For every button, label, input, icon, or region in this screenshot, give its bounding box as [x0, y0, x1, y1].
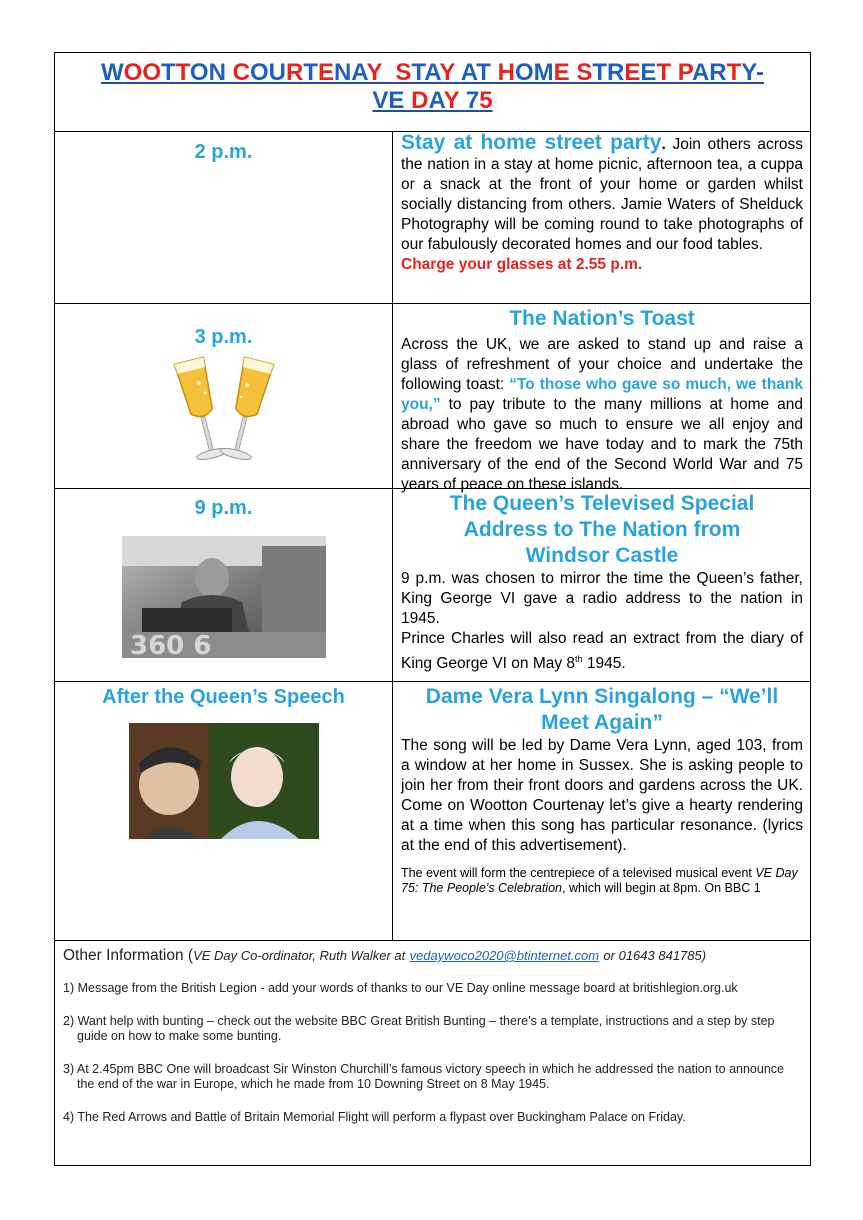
title-letters: AT — [460, 59, 498, 86]
queens-address-heading: The Queen’s Televised Special Address to The Nation from Windsor Castle — [449, 492, 755, 567]
title-letters: TR — [592, 59, 625, 86]
title-letters: S — [395, 59, 412, 86]
title-letters: OO — [123, 59, 162, 86]
vera-lynn-heading: Dame Vera Lynn Singalong – “We’ll Meet Again” — [425, 685, 779, 734]
queen-ats-photo — [122, 536, 326, 658]
title-line-2 — [372, 87, 492, 114]
title-letters: ON — [189, 59, 233, 86]
champagne-glasses-icon — [169, 353, 279, 469]
title-letters: H — [497, 59, 515, 86]
title-letters: T — [726, 59, 742, 86]
row-after-speech — [55, 682, 810, 941]
info-header: Other Information (VE Day Co-ordinator, Ruth Walker at vedaywoco2020@btinternet.com or 01643 841785) — [63, 947, 707, 964]
title-letters: C — [232, 59, 250, 86]
nations-toast-text: Across the UK, we are asked to stand up and raise a glass of refreshment of your choice and undertake the following toast: “To those who gave so much, we thank you,” to pay tribute to the many millions at home and abroad who gave so much to ensure we all enjoy and share the freedom we have today and to mark the 75th anniversary of the end of the Second World War and 75 years of peace on these islands. — [401, 336, 803, 493]
peoples-celebration-note: The event will form the centrepiece of a televised musical event VE Day 75: The People’s Celebration, which will begin at 8pm. On BBC 1 — [401, 866, 798, 895]
title-letters: T — [303, 59, 318, 86]
time-label: 9 p.m. — [194, 497, 253, 519]
info-item: 1) Message from the British Legion - add your words of thanks to our VE Day online message board at britishlegion.org.uk — [63, 981, 738, 995]
info-item: 2) Want help with bunting – check out the website BBC Great British Bunting – there’s a template, instructions and a step by step guide on how to make some bunting. — [63, 1014, 775, 1043]
title-letters: D — [411, 87, 429, 114]
title-letters: A — [428, 87, 444, 114]
title-letters: Y — [443, 87, 466, 114]
nations-toast-heading: The Nation’s Toast — [509, 307, 695, 330]
row-3pm — [55, 304, 810, 493]
title-letters: TA — [411, 59, 440, 86]
time-label: 3 p.m. — [194, 326, 253, 348]
time-label: 2 p.m. — [194, 141, 253, 163]
title-letters: E — [624, 59, 641, 86]
photo-number: 360 6 — [129, 631, 211, 658]
title-letters: W — [101, 59, 124, 86]
row-9pm-time-cell — [55, 489, 393, 681]
row-after-speech-content — [393, 682, 810, 940]
vera-lynn-text: The song will be led by Dame Vera Lynn, aged 103, from a window at her home in Sussex. She is asking people to join her from their front doors and gardens across the UK. Come on Wootton Courtenay let’s give a hearty rendering at a time when this song has particular resonance. (lyrics at the end of this advertisement). — [401, 737, 803, 854]
title-letters: E — [640, 59, 657, 86]
title-letters: NA — [333, 59, 367, 86]
row-9pm — [55, 489, 810, 682]
queens-address-text-1: 9 p.m. was chosen to mirror the time the Queen’s father, King George VI gave a radio address to the nation in 1945. — [401, 570, 803, 627]
title-letters: Y — [366, 59, 396, 86]
street-party-heading: Stay at home street party — [401, 131, 662, 154]
title-letters: T — [656, 59, 678, 86]
title-letters: AR — [691, 59, 727, 86]
poster-title — [55, 59, 810, 115]
vera-lynn-photo — [129, 723, 319, 839]
time-label: After the Queen’s Speech — [102, 686, 345, 708]
title-letters: 7 — [465, 87, 480, 114]
title-letters: E — [553, 59, 577, 86]
row-3pm-content — [393, 304, 810, 493]
row-after-speech-time-cell — [55, 682, 393, 940]
coordinator-email-link[interactable]: vedaywoco2020@btinternet.com — [409, 948, 600, 963]
info-item: 3) At 2.45pm BBC One will broadcast Sir Winston Churchill’s famous victory speech in which he addressed the nation to announce the end of the war in Europe, which he made from 10 Downing Street on 8 May 1945. — [63, 1062, 784, 1091]
charge-glasses-note: Charge your glasses at 2.55 p.m. — [401, 256, 643, 273]
info-item: 4) The Red Arrows and Battle of Britain Memorial Flight will perform a flypast over Buckingham Palace on Friday. — [63, 1110, 686, 1124]
row-9pm-content — [393, 489, 810, 681]
queens-address-text-2: Prince Charles will also read an extract from the diary of King George VI on May 8th 1945. — [401, 630, 803, 673]
other-information — [55, 941, 810, 1149]
street-party-description: Join others across the nation in a stay at home picnic, afternoon tea, a cuppa or a snack at the front of your home or garden whilst socially distancing from others. Jamie Waters of Shelduck Photography will be coming round to take photographs of our fabulously decorated homes and our food tables. — [401, 136, 803, 253]
row-2pm — [55, 131, 810, 304]
title-letters: VE — [372, 87, 412, 114]
title-letters: T — [175, 59, 190, 86]
title-letters: Y- — [741, 59, 764, 86]
row-3pm-time-cell — [55, 304, 393, 488]
title-letters: OM — [514, 59, 554, 86]
row-2pm-time-cell — [55, 131, 393, 303]
title-letters: T — [161, 59, 176, 86]
title-line-1 — [101, 59, 764, 86]
title-cell — [55, 53, 810, 132]
row-2pm-content — [393, 131, 810, 303]
toast-quote: “To those who gave so much, we thank you,” — [401, 376, 803, 413]
title-letters: E — [317, 59, 334, 86]
street-party-text: Stay at home street party. Join others across the nation in a stay at home picnic, afternoon tea, a cuppa or a snack at the front of your home or garden whilst socially distancing from others. Jamie Waters of Shelduck Photography will be coming round to take photographs of our fabulously decorated homes and our food tables. — [401, 131, 803, 253]
title-letters: OU — [249, 59, 286, 86]
title-letters: Y — [439, 59, 461, 86]
title-letters: S — [576, 59, 593, 86]
title-letters: R — [285, 59, 304, 86]
title-letters: P — [677, 59, 692, 86]
title-letters: 5 — [479, 87, 493, 114]
poster-frame — [54, 52, 811, 1166]
